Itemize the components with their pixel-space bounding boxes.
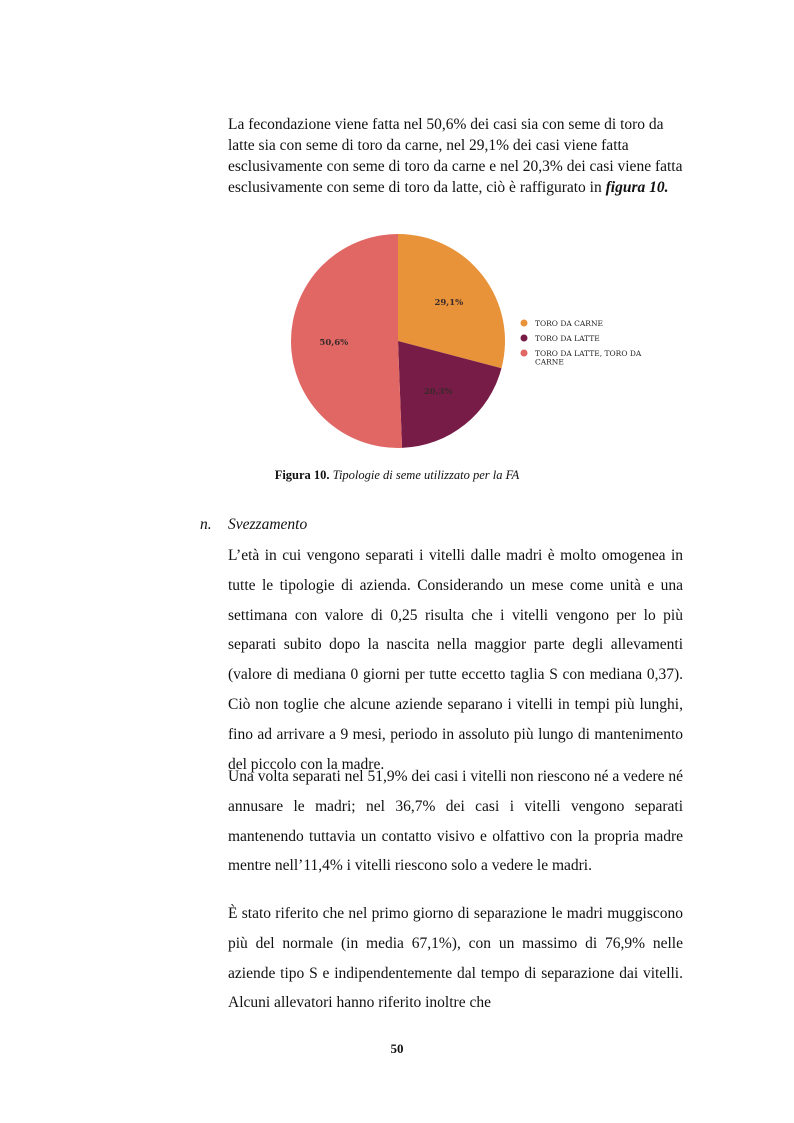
intro-paragraph <box>228 114 694 198</box>
pie-value-label-0: 29,1% <box>434 297 464 308</box>
caption-label: Figura 10. <box>274 468 330 482</box>
legend-marker-1 <box>521 335 528 342</box>
page-number: 50 <box>390 1041 404 1056</box>
legend-label-1: TORO DA LATTE <box>535 334 600 343</box>
chart-legend <box>521 319 642 367</box>
pie-value-label-2: 50,6% <box>319 338 349 349</box>
figure-reference: figura 10. <box>605 179 669 196</box>
pie-value-label-1: 20,3% <box>423 387 453 398</box>
legend-label-0: TORO DA CARNE <box>535 319 603 328</box>
figure-caption <box>0 468 794 483</box>
caption-text: Tipologie di seme utilizzato per la FA <box>332 468 520 482</box>
section-title: Svezzamento <box>228 516 308 533</box>
legend-marker-2 <box>521 350 528 357</box>
paragraph-separation-contact: Una volta separati nel 51,9% dei casi i vitelli non riescono né a vedere né annusare le madri; nel 36,7% dei casi i vitelli vengono separati mantenendo tuttavia un contatto visivo e olfattivo con la propria madre mentre nell’11,4% i vitelli riescono solo a vedere le madri. <box>228 768 683 875</box>
pie-chart <box>270 224 670 456</box>
intro-text: La fecondazione viene fatta nel 50,6% dei casi sia con seme di toro da latte sia con seme di toro da carne, nel 29,1% dei casi viene fatta esclusivamente con seme di toro da carne e nel 20,3% dei casi viene fatta esclusivamente con seme di toro da latte, ciò è raffigurato in <box>228 116 683 196</box>
section-marker: n. <box>200 516 212 533</box>
legend-marker-0 <box>521 320 528 327</box>
legend-label-2: TORO DA LATTE, TORO DA CARNE <box>535 349 642 367</box>
paragraph-weaning-age: L’età in cui vengono separati i vitelli dalle madri è molto omogenea in tutte le tipologie di azienda. Considerando un mese come unità e una settimana con valore di 0,25 risulta che i vitelli vengono per lo più separati subito dopo la nascita nella maggior parte degli allevamenti (valore di mediana 0 giorni per tutte eccetto taglia S con mediana 0,37). Ciò non toglie che alcune aziende separano i vitelli in tempi più lunghi, fino ad arrivare a 9 mesi, periodo in assoluto più lungo di mantenimento del piccolo con la madre. <box>228 547 683 773</box>
paragraph-mother-mooing: È stato riferito che nel primo giorno di separazione le madri muggiscono più del normale (in media 67,1%), con un massimo di 76,9% nelle aziende tipo S e indipendentemente dal tempo di separazione dai vitelli. Alcuni allevatori hanno riferito inoltre che <box>228 905 683 1012</box>
section-heading <box>200 516 307 534</box>
